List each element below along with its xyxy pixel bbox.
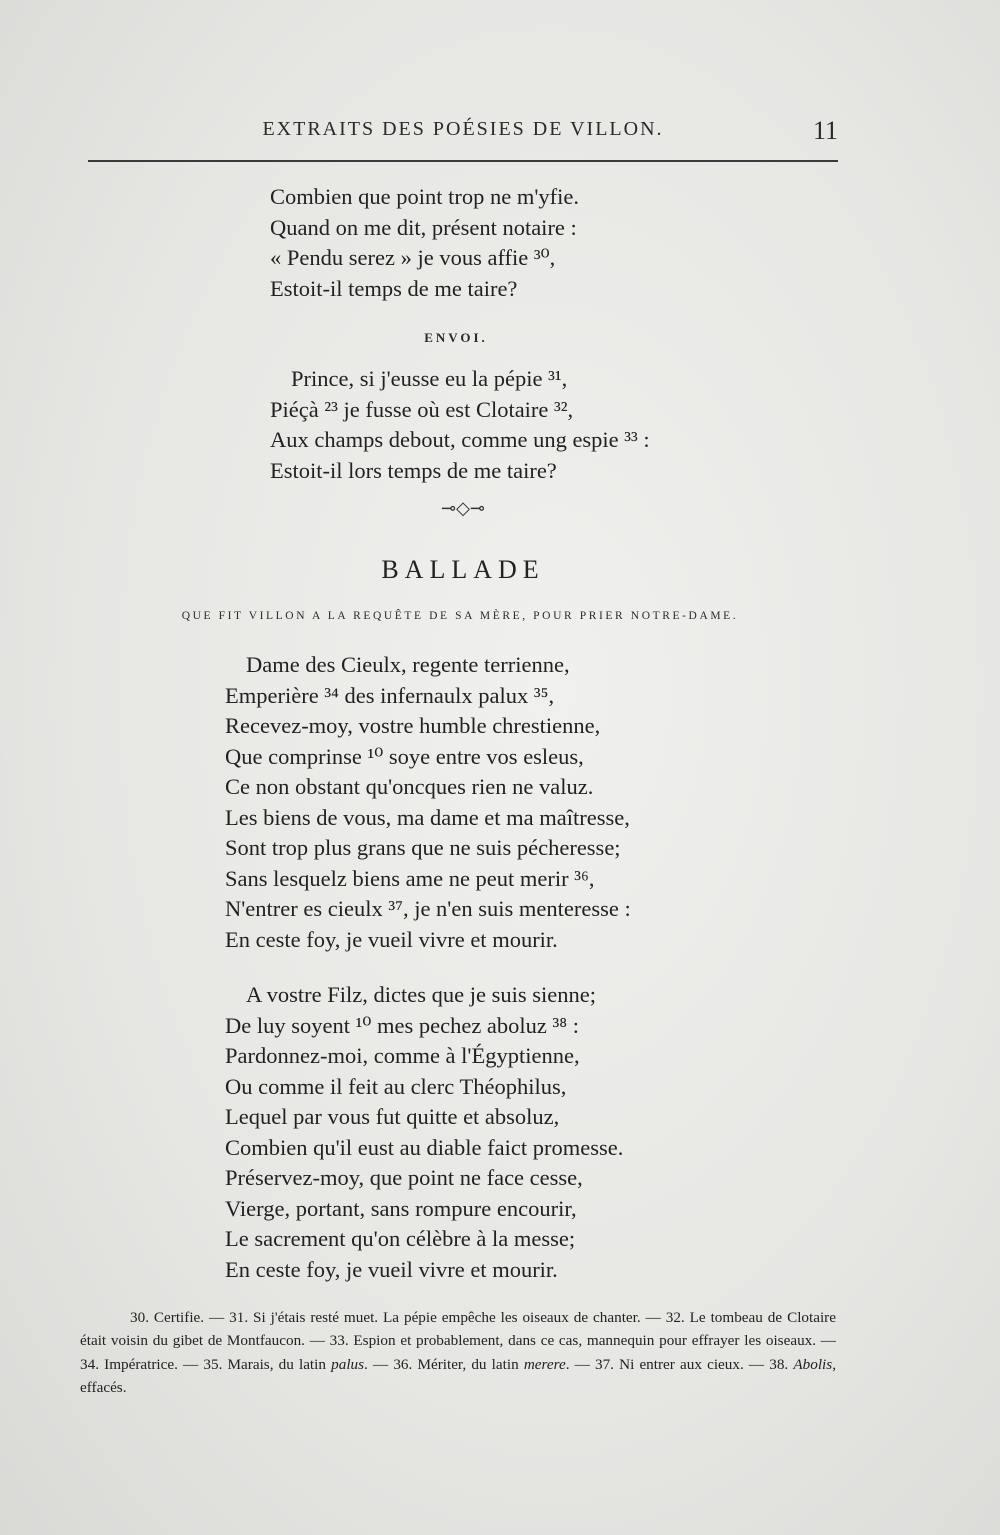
footnote-italic: palus xyxy=(331,1355,365,1373)
verse-line: Vierge, portant, sans rompure encourir, xyxy=(225,1195,577,1221)
running-title: EXTRAITS DES POÉSIES DE VILLON. xyxy=(262,118,664,140)
envoi-stanza xyxy=(270,364,650,486)
verse-line: Pardonnez-moi, comme à l'Égyptienne, xyxy=(225,1043,580,1068)
verse-line: Aux champs debout, comme ung espie ³³ : xyxy=(270,427,650,452)
verse-line: Piéçà ²³ je fusse où est Clotaire ³², xyxy=(270,396,574,422)
footnote-italic: Abolis xyxy=(793,1355,833,1373)
verse-line: Ou comme il feit au clerc Théophilus, xyxy=(225,1073,567,1099)
ballade-title: BALLADE xyxy=(381,555,545,584)
footnote-italic: merere xyxy=(523,1355,566,1373)
header-rule xyxy=(88,160,838,162)
verse-line: Dame des Cieulx, regente terrienne, xyxy=(246,652,570,677)
verse-line: Préservez-moy, que point ne face cesse, xyxy=(225,1165,583,1190)
footnote-text: 30. Certifie. — 31. Si j'étais resté muet. La pépie empêche les oiseaux de chanter. — 32. Le tombeau de Clotaire était voisin du gibet de Montfaucon. — 33. Espion et probablement, dans ce cas, mannequin pour effrayer les oiseaux. — 34. Impératrice. — 35. Marais, du latin xyxy=(80,1309,836,1373)
footnote-paragraph xyxy=(80,1306,836,1400)
verse-line: Quand on me dit, présent notaire : xyxy=(270,214,577,240)
verse-line: Les biens de vous, ma dame et ma maîtresse, xyxy=(225,804,630,830)
ballade-stanza-1 xyxy=(225,650,631,955)
verse-line: Combien que point trop ne m'yfie. xyxy=(270,184,580,209)
running-head xyxy=(88,118,838,148)
ballade-subtitle: QUE FIT VILLON A LA REQUÊTE DE SA MÈRE, POUR PRIER NOTRE-DAME. xyxy=(181,610,739,622)
verse-line: Emperière ³⁴ des infernaulx palux ³⁵, xyxy=(225,682,555,708)
verse-line: Que comprinse ¹⁰ soye entre vos esleus, xyxy=(225,743,584,769)
verse-line: En ceste foy, je vueil vivre et mourir. xyxy=(225,926,558,952)
verse-line: « Pendu serez » je vous affie ³⁰, xyxy=(270,245,556,270)
footnote-text: , effacés. xyxy=(80,1355,836,1397)
verse-line: Combien qu'il eust au diable faict promesse. xyxy=(225,1134,624,1160)
verse-line: Recevez-moy, vostre humble chrestienne, xyxy=(225,713,601,738)
ballade-stanza-2 xyxy=(225,980,623,1285)
verse-line: Prince, si j'eusse eu la pépie ³¹, xyxy=(291,366,568,391)
verse-line: Estoit-il lors temps de me taire? xyxy=(270,457,557,483)
footnote-text: . — 36. Mériter, du latin xyxy=(364,1355,524,1373)
verse-line: De luy soyent ¹⁰ mes pechez aboluz ³⁸ : xyxy=(225,1012,580,1038)
verse-line: Estoit-il temps de me taire? xyxy=(270,275,518,301)
envoi-heading: ENVOI. xyxy=(424,330,488,345)
footnotes xyxy=(80,1306,836,1400)
footnote-text: . — 37. Ni entrer aux cieux. — 38. xyxy=(565,1355,794,1373)
verse-line: Sont trop plus grans que ne suis pécheresse; xyxy=(225,835,621,860)
verse-line: En ceste foy, je vueil vivre et mourir. xyxy=(225,1256,558,1282)
verse-line: N'entrer es cieulx ³⁷, je n'en suis menteresse : xyxy=(225,896,631,921)
ornament-divider-icon: ⊸◇⊸ xyxy=(440,498,485,518)
stanza-continued xyxy=(270,182,579,304)
verse-line: A vostre Filz, dictes que je suis sienne; xyxy=(246,982,596,1007)
verse-line: Lequel par vous fut quitte et absoluz, xyxy=(225,1104,560,1129)
verse-line: Sans lesquelz biens ame ne peut merir ³⁶, xyxy=(225,865,595,891)
verse-line: Ce non obstant qu'oncques rien ne valuz. xyxy=(225,774,594,799)
page-number: 11 xyxy=(812,116,838,145)
verse-line: Le sacrement qu'on célèbre à la messe; xyxy=(225,1226,576,1251)
